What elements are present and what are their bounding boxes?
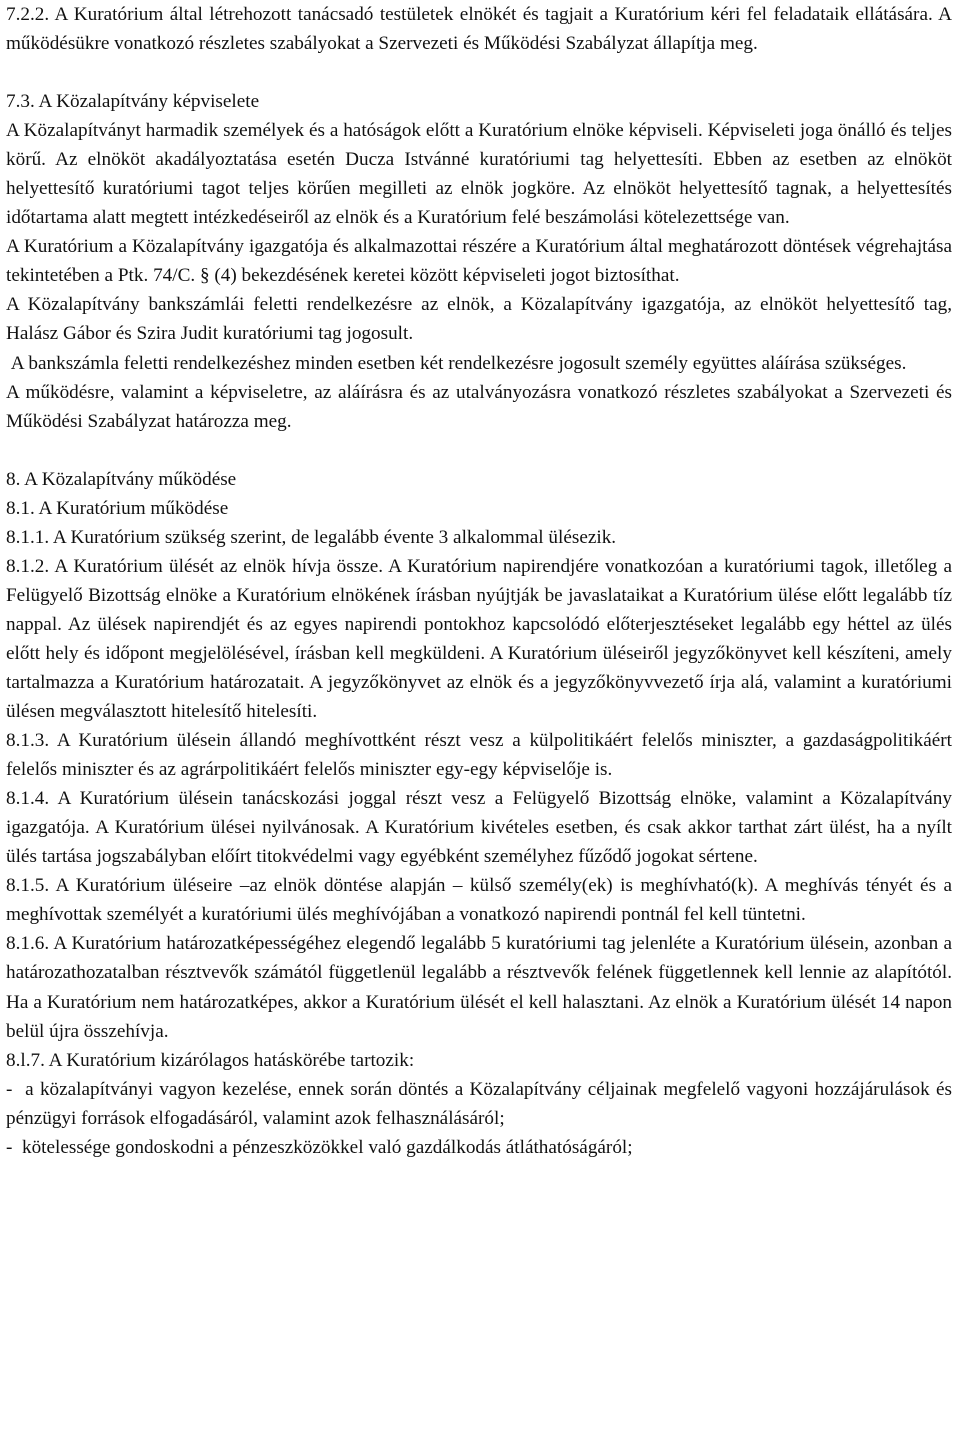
paragraph-7-2-2: 7.2.2. A Kuratórium által létrehozott tanácsadó testületek elnökét és tagjait a Kuratórium kéri fel feladataik ellátására. A működésükre vonatkozó részletes szabályokat a Szervezeti és Működési Szabályzat állapítja meg. bbox=[6, 4, 952, 55]
paragraph-joint-signature: A bankszámla feletti rendelkezéshez minden esetben két rendelkezésre jogosult személy együttes aláírása szükséges. bbox=[6, 352, 907, 374]
section-heading-8-1: 8.1. A Kuratórium működése bbox=[6, 497, 229, 519]
section-heading-8: 8. A Közalapítvány működése bbox=[6, 468, 237, 490]
paragraph-8-1-4: 8.1.4. A Kuratórium ülésein tanácskozási joggal részt vesz a Felügyelő Bizottság elnöke, valamint a Közalapítvány igazgatója. A Kuratórium ülései nyilvánosak. A Kuratórium kivételes esetben, és csak akkor tarthat zárt ülést, ha a nyílt ülés tartása jogszabályban előírt titokvédelmi vagy egyébként személyhez fűződő jogokat sértene. bbox=[6, 788, 952, 868]
list-item-asset-management: - a közalapítványi vagyon kezelése, ennek során döntés a Közalapítvány céljainak megfelelő vagyoni hozzájárulások és pénzügyi források elfogadásáról, valamint azok felhasználásáról; bbox=[6, 1078, 957, 1129]
paragraph-director-authority: A Kuratórium a Közalapítvány igazgatója és alkalmazottai részére a Kuratórium által meghatározott döntések végrehajtása tekintetében a Ptk. 74/C. § (4) bekezdésének keretei között képviseleti jogot biztosíthat. bbox=[6, 236, 952, 287]
paragraph-bank-accounts: A Közalapítvány bankszámlái feletti rendelkezésre az elnök, a Közalapítvány igazgatója, az elnököt helyettesítő tag, Halász Gábor és Szira Judit kuratóriumi tag jogosult. bbox=[6, 294, 952, 345]
paragraph-representation: A Közalapítványt harmadik személyek és a hatóságok előtt a Kuratórium elnöke képviseli. Képviseleti joga önálló és teljes körű. Az elnököt akadályoztatása esetén Ducza Istvánné kuratóriumi tag helyettesíti. Ebben az esetben az elnököt helyettesítő kuratóriumi tagot teljes körűen megilleti az elnök jogköre. Az elnököt helyettesítő tagnak, a helyettesítés időtartama alatt megtett intézkedéseiről az elnök és a Kuratórium felé beszámolási kötelezettsége van. bbox=[6, 120, 952, 229]
paragraph-operating-rules: A működésre, valamint a képviseletre, az aláírásra és az utalványozásra vonatkozó részletes szabályokat a Szervezeti és Működési Szabályzat határozza meg. bbox=[6, 381, 952, 432]
paragraph-8-1-3: 8.1.3. A Kuratórium ülésein állandó meghívottként részt vesz a külpolitikáért felelős miniszter, a gazdaságpolitikáért felelős miniszter és az agrárpolitikáért felelős miniszter egy-egy képviselője is. bbox=[6, 730, 952, 781]
paragraph-8-1-6: 8.1.6. A Kuratórium határozatképességéhez elegendő legalább 5 kuratóriumi tag jelenléte a Kuratórium ülésein, azonban a határozathozatalban résztvevők számától függetlenül legalább a résztvevők felének függetlennek kell lennie az alapítótól. Ha a Kuratórium nem határozatképes, akkor a Kuratórium ülését el kell halasztani. Az elnök a Kuratórium ülését 14 napon belül újra összehívja. bbox=[6, 933, 952, 1042]
paragraph-8-1-5: 8.1.5. A Kuratórium üléseire –az elnök döntése alapján – külső személy(ek) is meghívható(k). A meghívás tényét és a meghívottak személyét a kuratóriumi ülés meghívójában a vonatkozó napirendi pontnál fel kell tüntetni. bbox=[6, 875, 952, 926]
section-heading-7-3: 7.3. A Közalapítvány képviselete bbox=[6, 91, 260, 113]
paragraph-8-1-2: 8.1.2. A Kuratórium ülését az elnök hívja össze. A Kuratórium napirendjére vonatkozóan a kuratóriumi tagok, illetőleg a Felügyelő Bizottság elnöke a Kuratórium elnökének írásban nyújtják be javaslataikat a Kuratórium ülése előtt legalább tíz nappal. Az ülések napirendjét és az egyes napirendi pontokhoz kapcsolódó előterjesztéseket legalább egy héttel az ülés előtt hely és időpont megjelölésével, írásban kell megküldeni. A Kuratórium üléseiről jegyzőkönyvet kell készíteni, amely tartalmazza a Kuratórium határozatait. A jegyzőkönyvet az elnök és a jegyzőkönyvvezető írja alá, valamint a kuratóriumi ülésen megválasztott hitelesítő hitelesíti. bbox=[6, 555, 952, 723]
paragraph-8-1-7: 8.l.7. A Kuratórium kizárólagos hatáskörébe tartozik: bbox=[6, 1049, 415, 1071]
list-item-transparency: - kötelessége gondoskodni a pénzeszközökkel való gazdálkodás átláthatóságáról; bbox=[6, 1136, 633, 1158]
paragraph-8-1-1: 8.1.1. A Kuratórium szükség szerint, de legalább évente 3 alkalommal ülésezik. bbox=[6, 526, 617, 548]
